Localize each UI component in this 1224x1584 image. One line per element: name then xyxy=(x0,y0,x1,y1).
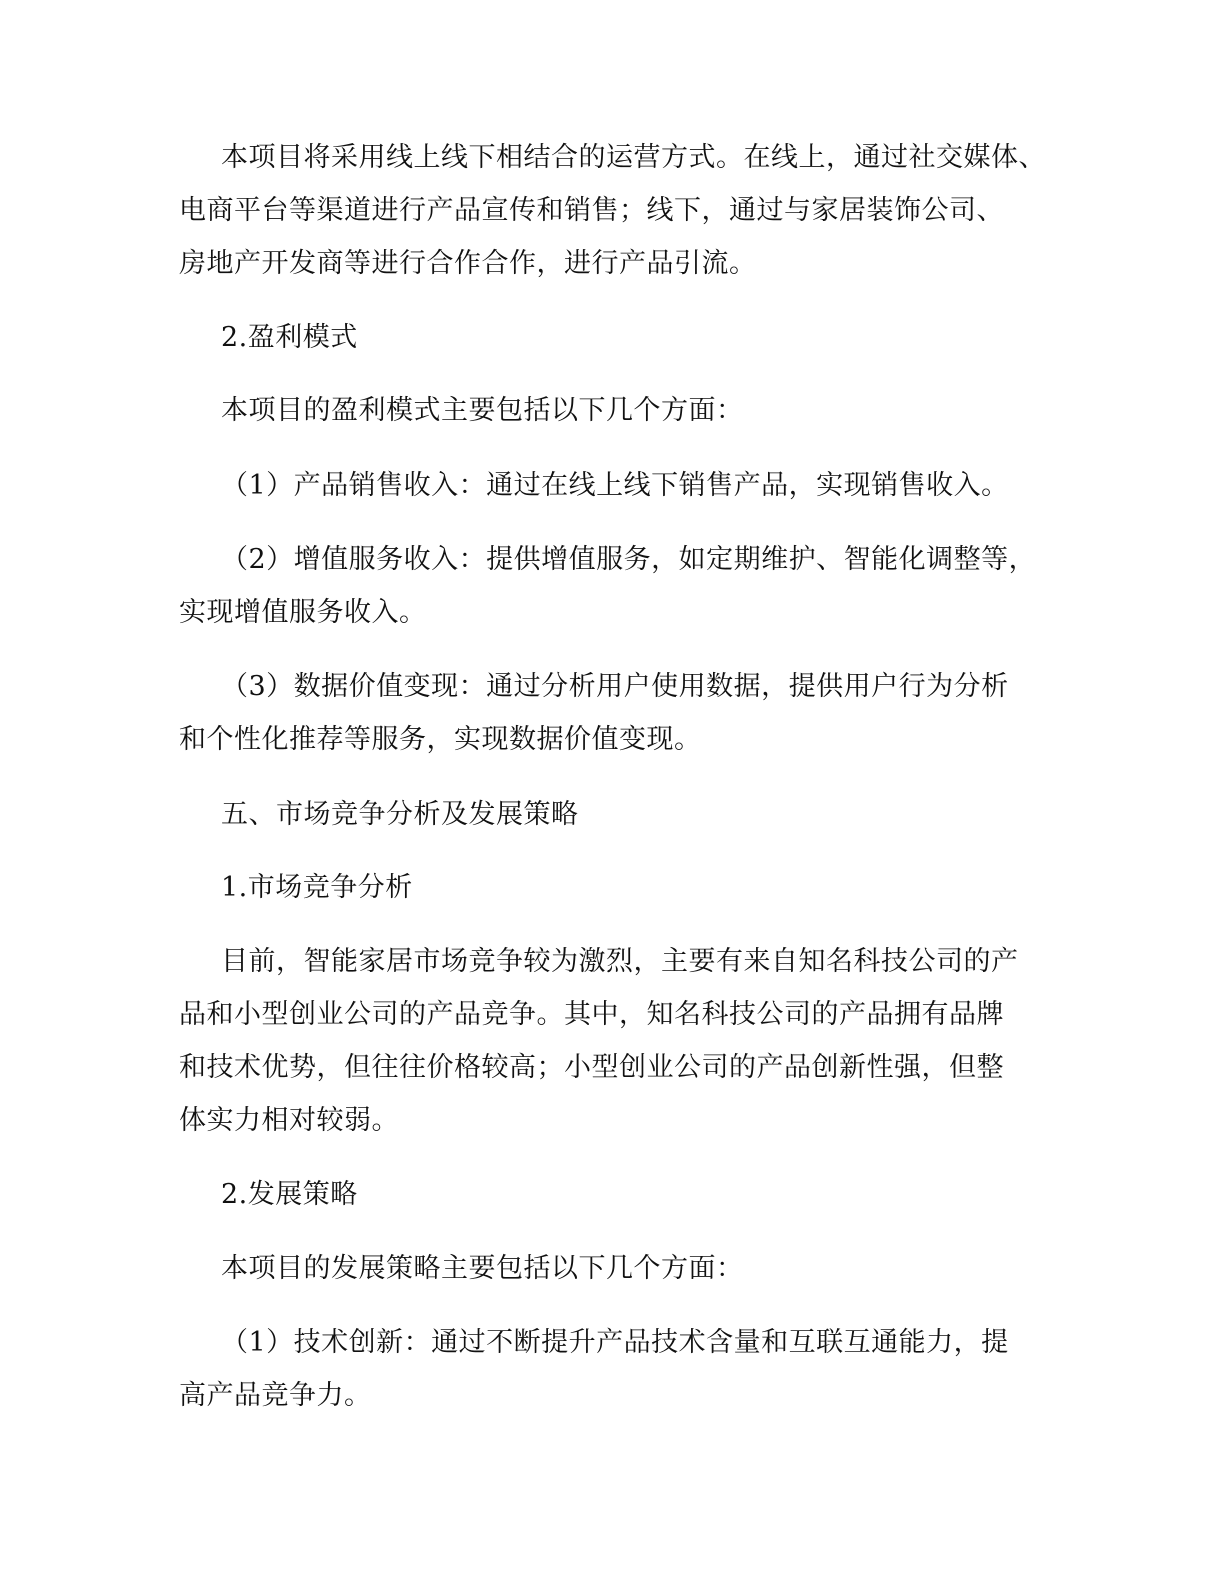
heading-market-competition: 1.市场竞争分析 xyxy=(221,872,413,903)
paragraph-competition-line-3: 和技术优势，但往往价格较高；小型创业公司的产品创新性强，但整 xyxy=(179,1052,1004,1083)
list-item-data-value-line-2: 和个性化推荐等服务，实现数据价值变现。 xyxy=(179,724,702,755)
heading-section-five: 五、市场竞争分析及发展策略 xyxy=(221,799,579,830)
list-item-tech-innovation-line-2: 高产品竞争力。 xyxy=(179,1380,372,1411)
paragraph-operation-line-1: 本项目将采用线上线下相结合的运营方式。在线上，通过社交媒体、 xyxy=(221,142,1046,173)
paragraph-operation-line-3: 房地产开发商等进行合作合作，进行产品引流。 xyxy=(179,248,757,279)
list-item-data-value-line-1: （3）数据价值变现：通过分析用户使用数据，提供用户行为分析 xyxy=(221,671,1009,702)
list-item-value-added-line-2: 实现增值服务收入。 xyxy=(179,597,427,628)
list-item-value-added-line-1: （2）增值服务收入：提供增值服务，如定期维护、智能化调整等， xyxy=(221,544,1037,575)
paragraph-competition-line-2: 品和小型创业公司的产品竞争。其中，知名科技公司的产品拥有品牌 xyxy=(179,999,1004,1030)
heading-development-strategy: 2.发展策略 xyxy=(221,1179,358,1210)
list-item-sales-income: （1）产品销售收入：通过在线上线下销售产品，实现销售收入。 xyxy=(221,470,1009,501)
paragraph-operation-line-2: 电商平台等渠道进行产品宣传和销售；线下，通过与家居装饰公司、 xyxy=(179,195,1004,226)
paragraph-competition-line-1: 目前，智能家居市场竞争较为激烈，主要有来自知名科技公司的产 xyxy=(221,946,1019,977)
list-item-tech-innovation-line-1: （1）技术创新：通过不断提升产品技术含量和互联互通能力，提 xyxy=(221,1327,1009,1358)
paragraph-competition-line-4: 体实力相对较弱。 xyxy=(179,1105,399,1136)
paragraph-strategy-intro: 本项目的发展策略主要包括以下几个方面： xyxy=(221,1253,744,1284)
paragraph-profit-intro: 本项目的盈利模式主要包括以下几个方面： xyxy=(221,395,744,426)
heading-profit-model: 2.盈利模式 xyxy=(221,322,358,353)
